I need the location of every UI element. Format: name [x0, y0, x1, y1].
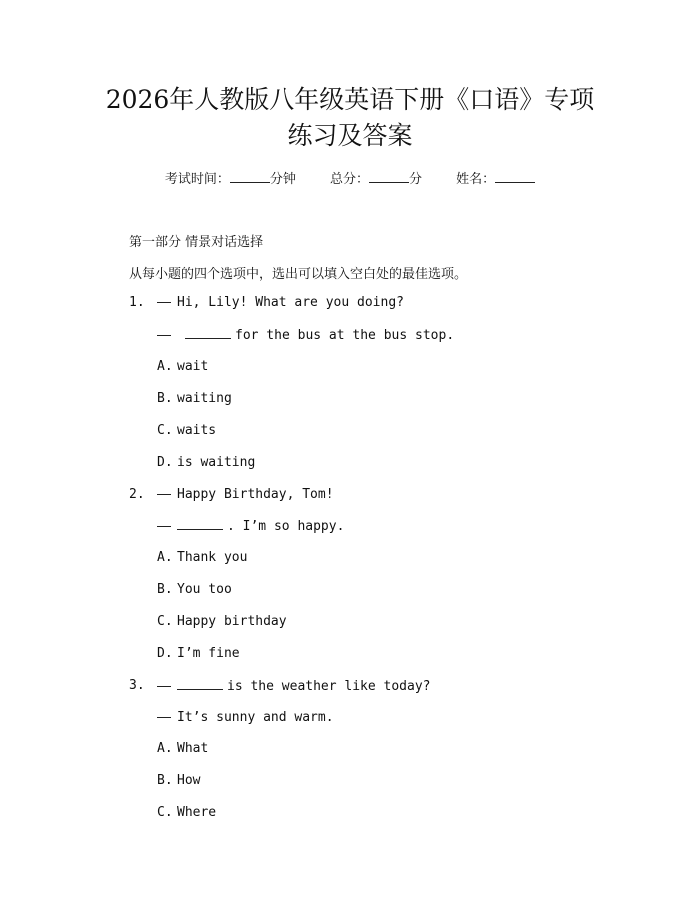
- exam-time-unit: 分钟: [269, 172, 296, 187]
- option-letter: D.: [157, 455, 173, 470]
- question-2-number: 2.: [129, 487, 145, 502]
- exam-info-line: [0, 168, 700, 187]
- question-1-option-b: [157, 391, 232, 406]
- section-heading: 第一部分 情景对话选择: [129, 235, 264, 250]
- option-text: I’m fine: [177, 646, 240, 661]
- question-1-option-d: [157, 455, 255, 470]
- question-1-option-a: [157, 359, 208, 374]
- question-1-prompt: Hi, Lily! What are you doing?: [177, 295, 404, 310]
- dialogue-dash: [157, 717, 171, 718]
- dialogue-dash: [157, 335, 171, 336]
- option-letter: B.: [157, 582, 173, 597]
- option-text: waiting: [177, 391, 232, 406]
- exam-time-blank: [230, 171, 270, 183]
- exam-time-label: 考试时间：: [164, 172, 230, 187]
- question-3-option-a: [157, 741, 208, 756]
- question-2-prompt: Happy Birthday, Tom!: [177, 487, 334, 502]
- option-text: Thank you: [177, 550, 248, 565]
- question-3-line1: [157, 678, 431, 694]
- question-2-option-b: [157, 582, 232, 597]
- question-1-line2: [157, 327, 454, 343]
- answer-blank: [177, 678, 223, 690]
- student-name-label: 姓名：: [456, 172, 496, 187]
- option-text: How: [177, 773, 201, 788]
- document-title-line1: 2026年人教版八年级英语下册《口语》专项: [105, 85, 595, 114]
- document-title-line2: 练习及答案: [287, 121, 413, 150]
- option-text: What: [177, 741, 209, 756]
- total-score-label: 总分：: [329, 172, 369, 187]
- option-text: wait: [177, 359, 209, 374]
- dialogue-dash: [157, 526, 171, 527]
- option-text: Happy birthday: [177, 614, 287, 629]
- total-score-blank: [369, 171, 409, 183]
- option-letter: A.: [157, 741, 173, 756]
- question-1-option-c: [157, 423, 216, 438]
- question-2-option-c: [157, 614, 287, 629]
- question-2-response: . I’m so happy.: [227, 519, 345, 534]
- question-3-prompt: is the weather like today?: [227, 679, 431, 694]
- option-letter: C.: [157, 614, 173, 629]
- option-text: Where: [177, 805, 217, 820]
- option-letter: C.: [157, 805, 173, 820]
- student-name-blank: [495, 171, 535, 183]
- question-2-line2: [157, 518, 344, 534]
- question-3-option-b: [157, 773, 200, 788]
- option-letter: C.: [157, 423, 173, 438]
- answer-blank: [177, 518, 223, 530]
- exam-time-field: [165, 172, 300, 187]
- option-letter: B.: [157, 391, 173, 406]
- question-1-response: for the bus at the bus stop.: [235, 328, 455, 343]
- option-letter: A.: [157, 550, 173, 565]
- option-text: You too: [177, 582, 232, 597]
- question-2-line1: [157, 487, 334, 502]
- option-text: is waiting: [177, 455, 256, 470]
- option-letter: B.: [157, 773, 173, 788]
- section-instruction: 从每小题的四个选项中，选出可以填入空白处的最佳选项。: [129, 267, 468, 282]
- question-3-option-c: [157, 805, 216, 820]
- question-1-line1: [157, 295, 404, 310]
- option-letter: D.: [157, 646, 173, 661]
- question-3-number: 3.: [129, 678, 145, 693]
- question-3-line2: [157, 710, 334, 725]
- question-2-option-d: [157, 646, 240, 661]
- total-score-field: [330, 172, 426, 187]
- total-score-unit: 分: [409, 172, 423, 187]
- question-1-number: 1.: [129, 295, 145, 310]
- question-2-option-a: [157, 550, 247, 565]
- dialogue-dash: [157, 302, 171, 303]
- option-text: waits: [177, 423, 217, 438]
- dialogue-dash: [157, 686, 171, 687]
- option-letter: A.: [157, 359, 173, 374]
- student-name-field: [456, 172, 535, 187]
- answer-blank: [185, 327, 231, 339]
- question-3-response: It’s sunny and warm.: [177, 710, 334, 725]
- dialogue-dash: [157, 494, 171, 495]
